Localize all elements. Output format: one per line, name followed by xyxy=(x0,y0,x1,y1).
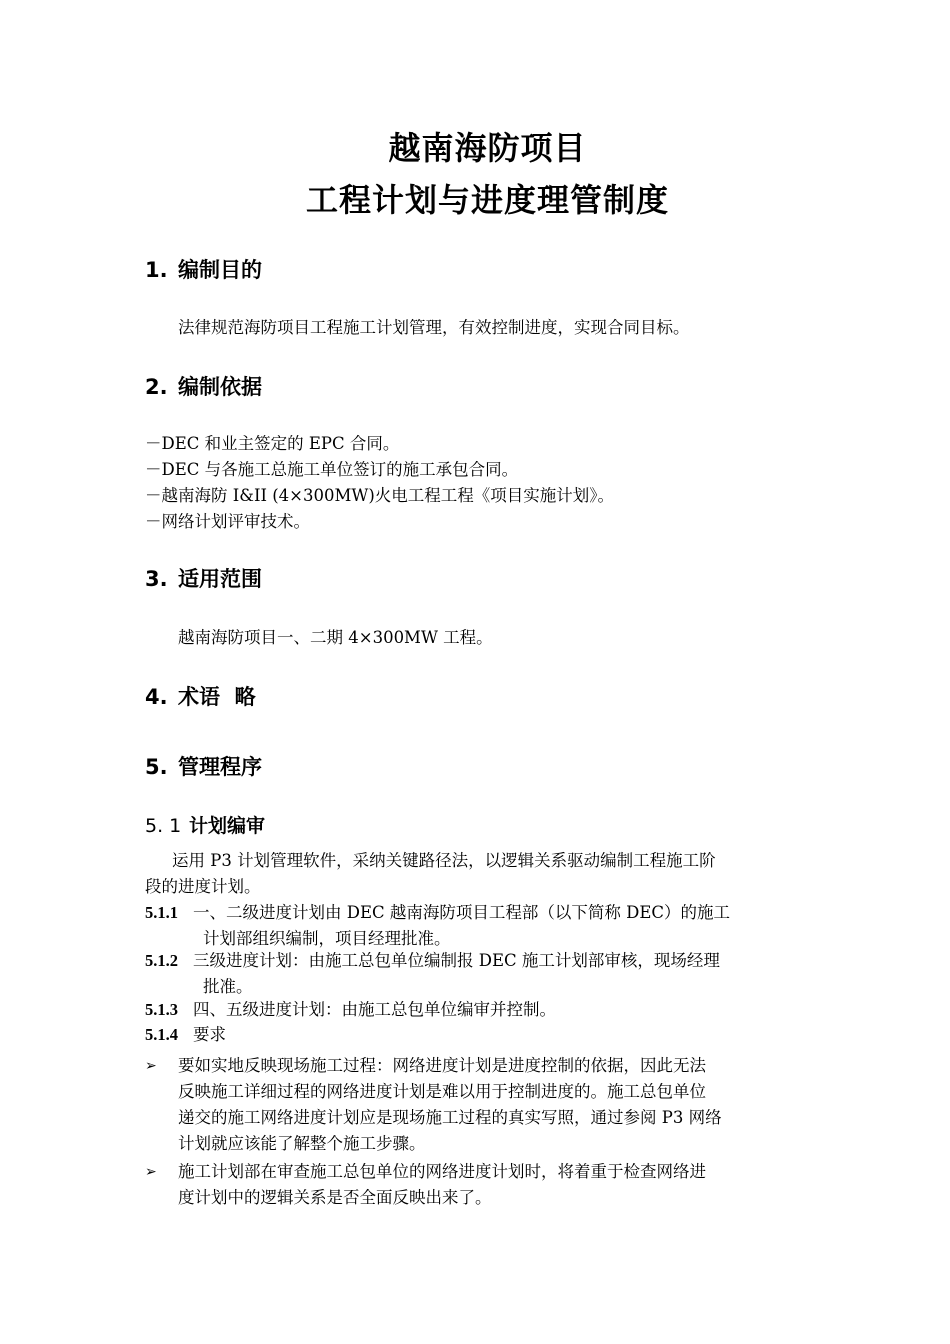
section-heading-terms xyxy=(145,683,256,711)
clause-5-1-2 xyxy=(145,948,805,1000)
section-title: 编制目的 xyxy=(178,258,262,282)
clause-5-1-4 xyxy=(145,1022,805,1048)
scope-paragraph: 越南海防项目一、二期 4×300MW 工程。 xyxy=(178,628,493,647)
section-number: 5. xyxy=(145,755,168,779)
section-number: 3. xyxy=(145,567,168,591)
section-title: 适用范围 xyxy=(178,567,262,591)
section-title: 术语 略 xyxy=(178,685,256,709)
intro-paragraph-line-1: 运用 P3 计划管理软件，采纳关键路径法，以逻辑关系驱动编制工程施工阶 xyxy=(172,851,716,870)
clause-number: 5.1.2 xyxy=(145,951,178,970)
bullet-item xyxy=(145,1159,805,1211)
bullet-line: 度计划中的逻辑关系是否全面反映出来了。 xyxy=(178,1188,492,1207)
bullet-line: 施工计划部在审查施工总包单位的网络进度计划时，将着重于检查网络进 xyxy=(178,1162,706,1181)
section-title: 编制依据 xyxy=(178,375,262,399)
section-number: 2. xyxy=(145,375,168,399)
bullet-line: 反映施工详细过程的网络进度计划是难以用于控制进度的。施工总包单位 xyxy=(178,1082,706,1101)
section-heading-procedure xyxy=(145,753,262,781)
clause-text-line-1: 三级进度计划：由施工总包单位编制报 DEC 施工计划部审核，现场经理 xyxy=(193,951,720,970)
clause-text-line-2: 批准。 xyxy=(203,977,253,996)
subsection-title: 计划编审 xyxy=(189,815,266,837)
bullet-line: 计划就应该能了解整个施工步骤。 xyxy=(178,1134,426,1153)
bullet-line: 要如实地反映现场施工过程：网络进度计划是进度控制的依据，因此无法 xyxy=(178,1056,706,1075)
clause-5-1-3 xyxy=(145,997,805,1023)
subsection-heading-plan-review xyxy=(145,813,265,839)
bullet-item xyxy=(145,1053,805,1157)
clause-text-line-1: 四、五级进度计划：由施工总包单位编审并控制。 xyxy=(193,1000,556,1019)
purpose-paragraph: 法律规范海防项目工程施工计划管理，有效控制进度，实现合同目标。 xyxy=(178,318,690,337)
arrow-bullet-icon: ➢ xyxy=(145,1164,157,1180)
document-title-line-2: 工程计划与进度理管制度 xyxy=(305,181,669,219)
basis-item: －网络计划评审技术。 xyxy=(145,512,310,531)
section-number: 1. xyxy=(145,258,168,282)
section-number: 4. xyxy=(145,685,168,709)
clause-number: 5.1.3 xyxy=(145,1000,178,1019)
basis-item: －DEC 与各施工总施工单位签订的施工承包合同。 xyxy=(145,460,519,479)
intro-paragraph-line-2: 段的进度计划。 xyxy=(145,877,261,896)
clause-number: 5.1.4 xyxy=(145,1025,178,1044)
bullet-line: 递交的施工网络进度计划应是现场施工过程的真实写照，通过参阅 P3 网络 xyxy=(178,1108,722,1127)
arrow-bullet-icon: ➢ xyxy=(145,1058,157,1074)
document-title-line-1: 越南海防项目 xyxy=(388,129,587,167)
section-heading-basis xyxy=(145,373,262,401)
clause-number: 5.1.1 xyxy=(145,903,178,922)
clause-text-line-1: 一、二级进度计划由 DEC 越南海防项目工程部（以下简称 DEC）的施工 xyxy=(193,903,731,922)
clause-text-line-1: 要求 xyxy=(193,1025,226,1044)
clause-text-line-2: 计划部组织编制，项目经理批准。 xyxy=(203,929,451,948)
section-heading-purpose xyxy=(145,256,262,284)
section-title: 管理程序 xyxy=(178,755,262,779)
basis-item: －越南海防 I&II (4×300MW)火电工程工程《项目实施计划》。 xyxy=(145,486,615,505)
clause-5-1-1 xyxy=(145,900,805,952)
section-heading-scope xyxy=(145,565,262,593)
subsection-number: 5. 1 xyxy=(145,815,182,837)
basis-item: －DEC 和业主签定的 EPC 合同。 xyxy=(145,434,400,453)
